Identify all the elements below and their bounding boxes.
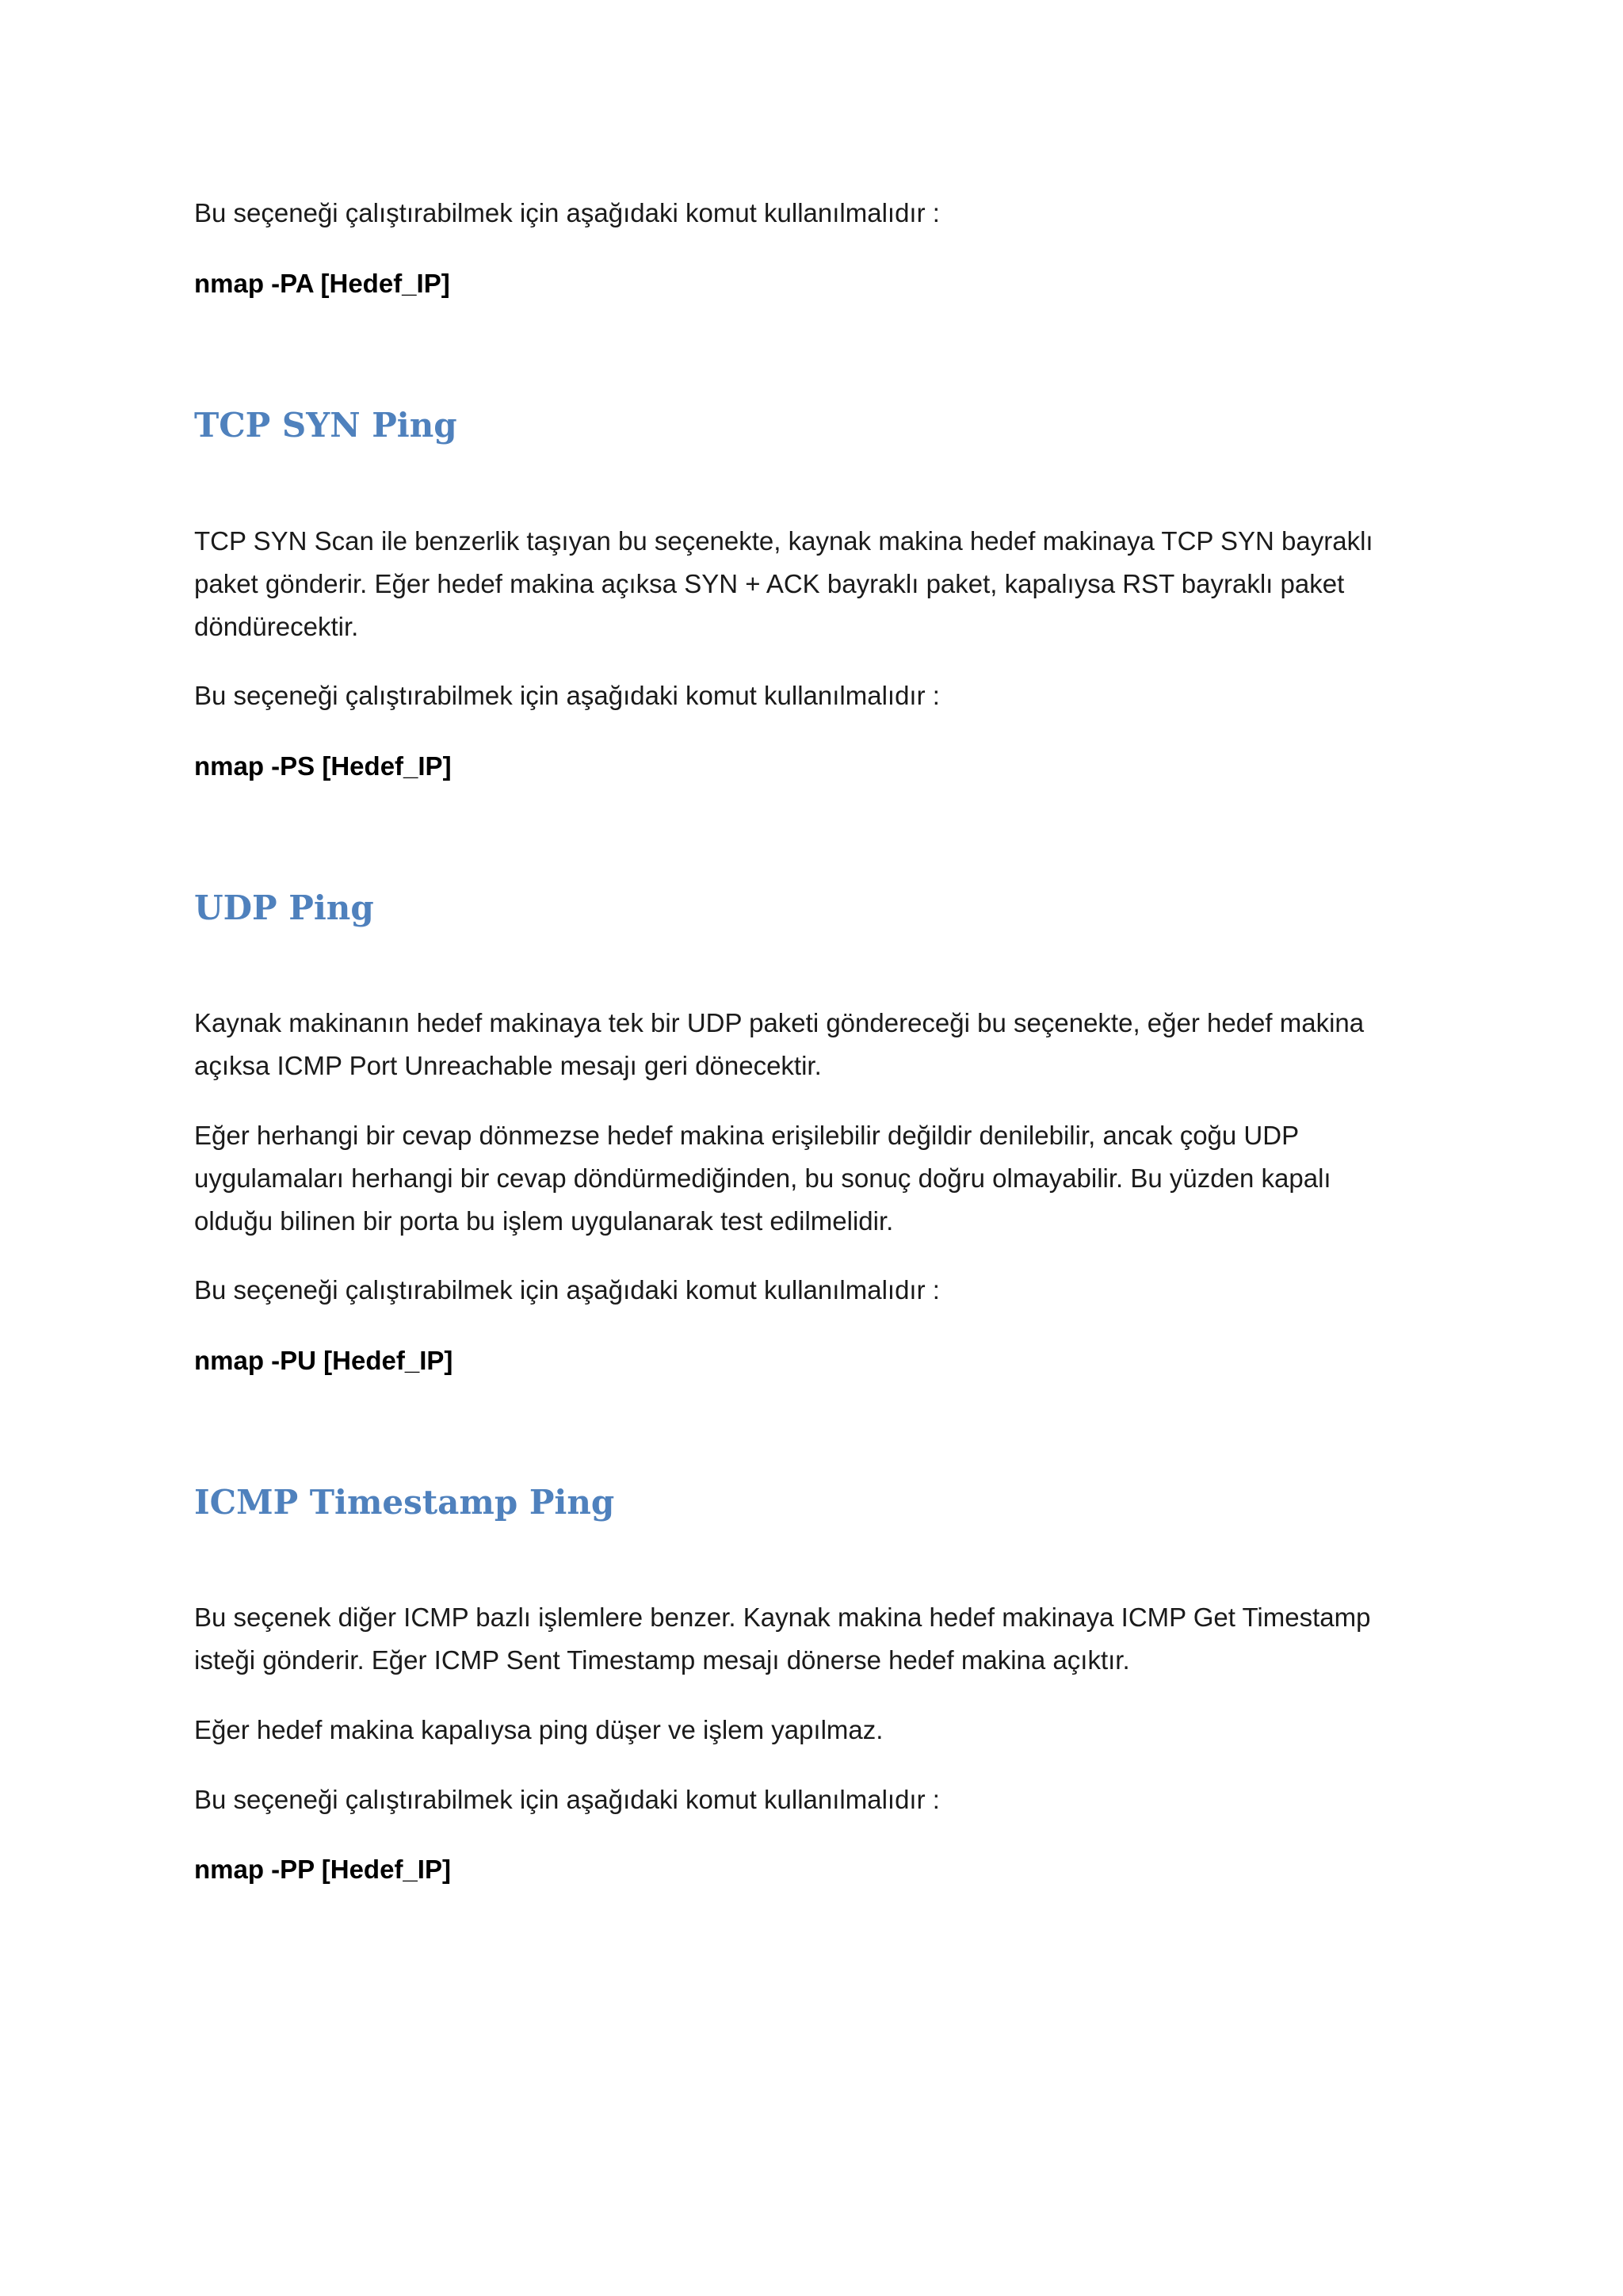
section-heading-udp-ping: UDP Ping bbox=[194, 888, 374, 927]
section-udp-paragraph-3: Bu seçeneği çalıştırabilmek için aşağıdaki komut kullanılmalıdır : bbox=[194, 1275, 940, 1305]
section-icmp-paragraph-1: Bu seçenek diğer ICMP bazlı işlemlere benzer. Kaynak makina hedef makinaya ICMP Get Timestamp isteği gönderir. Eğer ICMP Sent Timestamp mesajı dönerse hedef makina açıktır. bbox=[194, 1603, 1371, 1675]
intro-command: nmap -PA [Hedef_IP] bbox=[194, 269, 450, 298]
section-udp-paragraph-2: Eğer herhangi bir cevap dönmezse hedef makina erişilebilir değildir denilebilir, ancak çoğu UDP uygulamaları herhangi bir cevap döndürmediğinden, bu sonuç doğru olmayabilir. Bu yüzden kapalı olduğu bilinen bir porta bu işlem uygulanarak test edilmelidir. bbox=[194, 1121, 1331, 1236]
section-tcp-syn-command: nmap -PS [Hedef_IP] bbox=[194, 751, 452, 781]
section-icmp-command: nmap -PP [Hedef_IP] bbox=[194, 1855, 451, 1884]
section-heading-icmp-timestamp-ping: ICMP Timestamp Ping bbox=[194, 1483, 615, 1522]
section-heading-tcp-syn-ping: TCP SYN Ping bbox=[194, 406, 457, 445]
section-tcp-syn-paragraph-2: Bu seçeneği çalıştırabilmek için aşağıdaki komut kullanılmalıdır : bbox=[194, 681, 940, 710]
section-tcp-syn-paragraph-1: TCP SYN Scan ile benzerlik taşıyan bu seçenekte, kaynak makina hedef makinaya TCP SYN bayraklı paket gönderir. Eğer hedef makina açıksa SYN + ACK bayraklı paket, kapalıysa RST bayraklı paket döndürecektir. bbox=[194, 526, 1373, 641]
section-icmp-paragraph-2: Eğer hedef makina kapalıysa ping düşer ve işlem yapılmaz. bbox=[194, 1715, 884, 1744]
section-udp-paragraph-1: Kaynak makinanın hedef makinaya tek bir UDP paketi göndereceği bu seçenekte, eğer hedef makina açıksa ICMP Port Unreachable mesajı geri dönecektir. bbox=[194, 1008, 1365, 1080]
intro-instruction: Bu seçeneği çalıştırabilmek için aşağıdaki komut kullanılmalıdır : bbox=[194, 198, 940, 227]
section-udp-command: nmap -PU [Hedef_IP] bbox=[194, 1346, 453, 1375]
section-icmp-paragraph-3: Bu seçeneği çalıştırabilmek için aşağıdaki komut kullanılmalıdır : bbox=[194, 1785, 940, 1814]
